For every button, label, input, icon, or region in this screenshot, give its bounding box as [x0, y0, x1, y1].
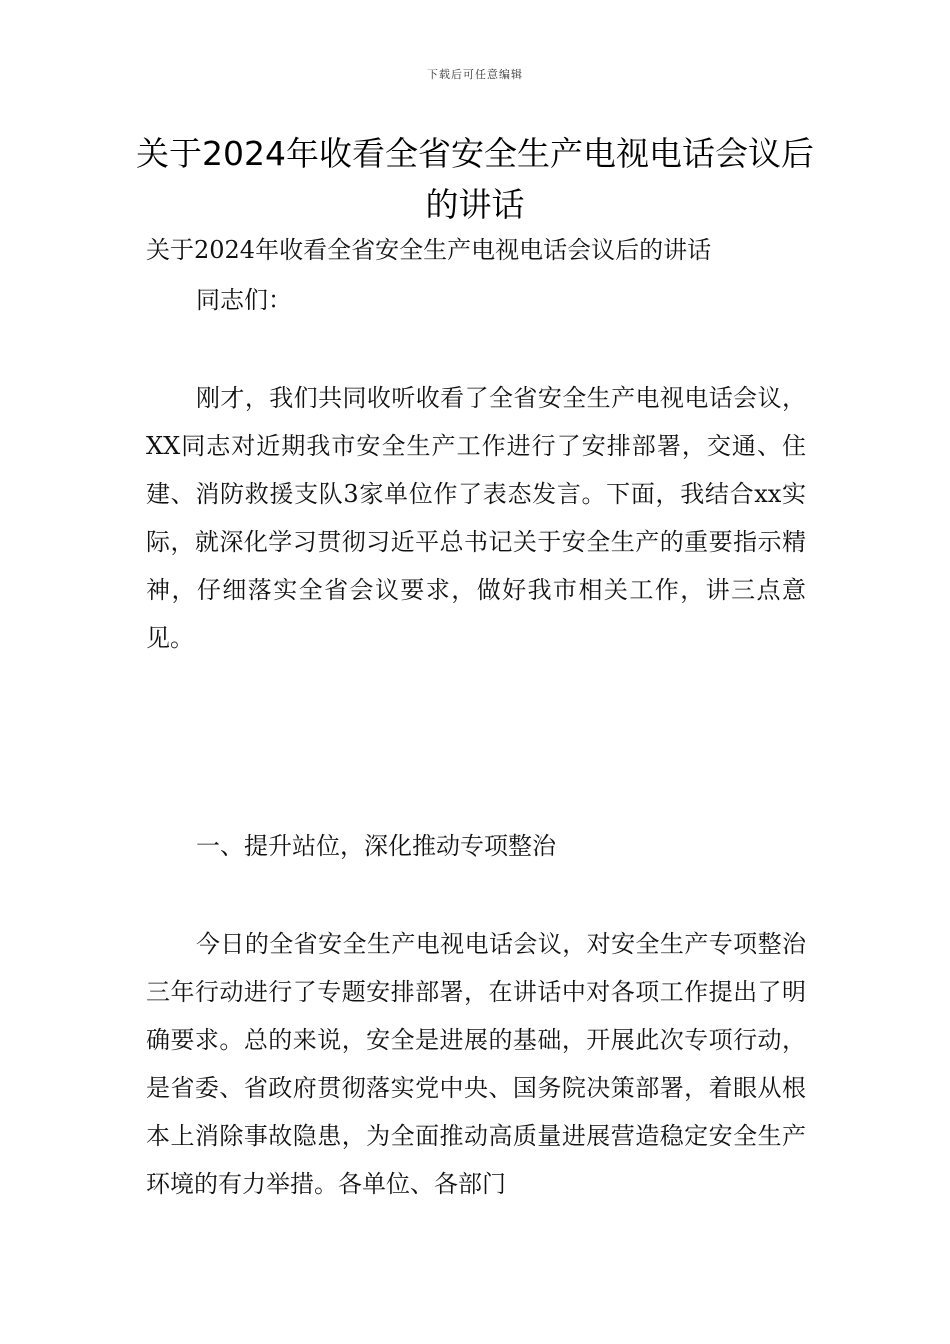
paragraph-1: 刚才，我们共同收听收看了全省安全生产电视电话会议，XX同志对近期我市安全生产工作进行了安排部署，交通、住建、消防救援支队3家单位作了表态发言。下面，我结合xx实际，就深化学习贯彻习近平总书记关于安全生产的重要指示精神，仔细落实全省会议要求，做好我市相关工作，讲三点意见。 — [146, 384, 806, 652]
paragraph-2: 今日的全省安全生产电视电话会议，对安全生产专项整治三年行动进行了专题安排部署，在讲话中对各项工作提出了明确要求。总的来说，安全是进展的基础，开展此次专项行动，是省委、省政府贯彻落实党中央、国务院决策部署，着眼从根本上消除事故隐患，为全面推动高质量进展营造稳定安全生产环境的有力举措。各单位、各部门 — [146, 930, 806, 1198]
header-note: 下载后可任意编辑 — [427, 68, 523, 81]
document-subtitle: 关于2024年收看全省安全生产电视电话会议后的讲话 — [146, 236, 712, 264]
salutation: 同志们： — [196, 286, 292, 314]
document-title: 关于2024年收看全省安全生产电视电话会议后的讲话 — [136, 134, 814, 224]
section-heading-1: 一、提升站位，深化推动专项整治 — [196, 832, 556, 860]
